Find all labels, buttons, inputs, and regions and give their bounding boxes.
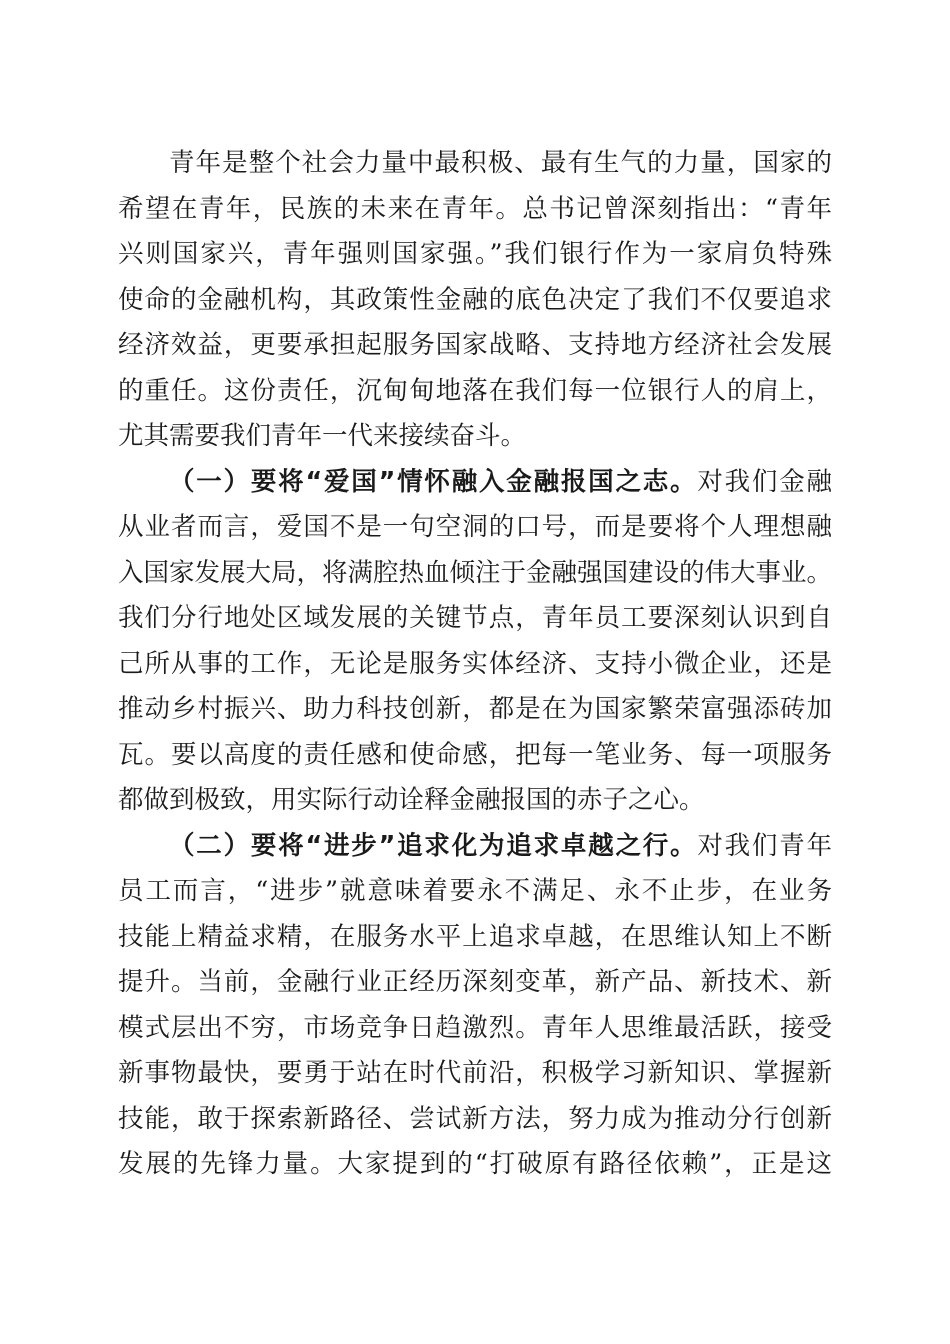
text-line: 都做到极致，用实际行动诠释金融报国的赤子之心。 (118, 785, 705, 815)
text-line: 希望在青年，民族的未来在青年。总书记曾深刻指出：“青年 (118, 193, 832, 224)
section-heading: （二）要将“进步”追求化为追求卓越之行。 (169, 830, 698, 861)
text-line: 技能，敢于探索新路径、尝试新方法，努力成为推动分行创新 (118, 1103, 832, 1134)
text-line: 技能上精益求精，在服务水平上追求卓越，在思维认知上不断 (118, 921, 832, 952)
text-line: 兴则国家兴，青年强则国家强。”我们银行作为一家肩负特殊 (118, 239, 832, 269)
text-line: 己所从事的工作，无论是服务实体经济、支持小微企业，还是 (118, 648, 832, 679)
text-line: 青年是整个社会力量中最积极、最有生气的力量，国家的 (169, 148, 832, 178)
text-run: 对我们青年 (697, 830, 832, 861)
text-line: 提升。当前，金融行业正经历深刻变革，新产品、新技术、新 (118, 967, 832, 997)
text-line: 尤其需要我们青年一代来接续奋斗。 (118, 421, 527, 451)
text-line: 使命的金融机构，其政策性金融的底色决定了我们不仅要追求 (118, 284, 832, 315)
text-line (118, 824, 832, 870)
text-line: 新事物最快，要勇于站在时代前沿，积极学习新知识、掌握新 (118, 1058, 832, 1088)
text-line: 发展的先锋力量。大家提到的“打破原有路径依赖”，正是这 (118, 1149, 832, 1179)
text-line: 员工而言，“进步”就意味着要永不满足、永不止步，在业务 (118, 876, 832, 906)
paragraph-2 (118, 460, 832, 824)
text-line: 入国家发展大局，将满腔热血倾注于金融强国建设的伟大事业。 (118, 557, 833, 588)
document-body (118, 141, 832, 1188)
paragraph-1 (118, 141, 832, 460)
text-line: 从业者而言，爱国不是一句空洞的口号，而是要将个人理想融 (118, 512, 832, 542)
section-heading: （一）要将“爱国”情怀融入金融报国之志。 (169, 466, 698, 497)
text-line: 经济效益，更要承担起服务国家战略、支持地方经济社会发展 (118, 330, 832, 360)
text-run: 对我们金融 (697, 466, 832, 497)
text-line: 瓦。要以高度的责任感和使命感，把每一笔业务、每一项服务 (118, 739, 832, 770)
text-line: 的重任。这份责任，沉甸甸地落在我们每一位银行人的肩上， (118, 375, 832, 406)
text-line: 我们分行地处区域发展的关键节点，青年员工要深刻认识到自 (118, 603, 832, 633)
paragraph-3 (118, 824, 832, 1188)
text-line: 推动乡村振兴、助力科技创新，都是在为国家繁荣富强添砖加 (118, 694, 832, 724)
text-line: 模式层出不穷，市场竞争日趋激烈。青年人思维最活跃，接受 (118, 1012, 832, 1043)
text-line (118, 460, 832, 506)
